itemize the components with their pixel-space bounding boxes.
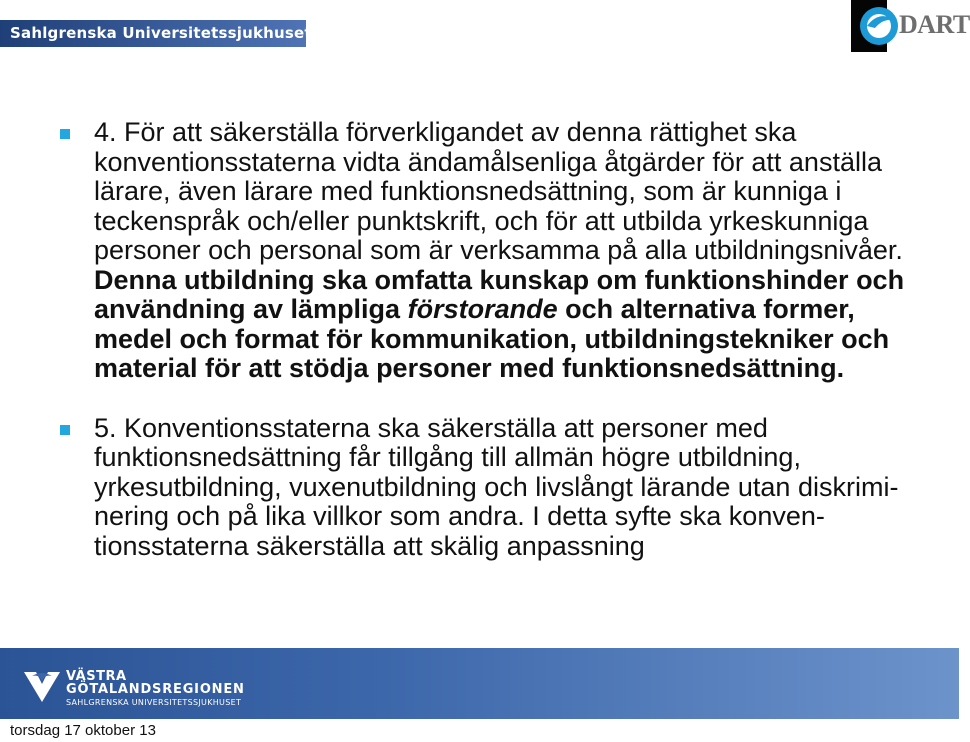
slide-date: torsdag 17 oktober 13 — [10, 722, 156, 739]
logo-text: DART — [899, 10, 970, 39]
bullet-item-4 — [60, 118, 920, 384]
para2-text: 5. Konventionsstaterna ska säkerställa att personer med funktionsnedsättning får tillgång till allmän högre utbildning, yrkesutbildning, vuxenutbildning och livslångt lärande utan diskrimi-nering och på lika villkor som andra. I detta syfte ska konven-tionsstaterna säkerställa att skälig anpassning — [94, 412, 899, 561]
footer-line2: GÖTALANDSREGIONEN — [66, 682, 245, 697]
para1-italic: förstorande — [407, 294, 558, 324]
slide-content — [60, 118, 920, 561]
para1-bold-a: Denna utbildning ska omfatta kunskap om funktionshinder och användning av lämpliga — [94, 264, 905, 324]
footer-bar — [0, 648, 959, 719]
square-bullet-icon — [60, 129, 70, 139]
para1-bold-text — [94, 265, 904, 384]
para1-bold-b: och alternativa former, medel och format för kommunikation, utbildningstekniker och material för att stödja personer med funktionsnedsättning. — [94, 294, 890, 383]
region-logo-text — [66, 670, 245, 709]
region-logo-icon — [22, 668, 62, 704]
para1-text: 4. För att säkerställa förverkligandet av denna rättighet ska konventionsstaterna vidta ändamålsenliga åtgärder för att anställa lärare, även lärare med funktionsnedsättning, som är kunniga i teckenspråk och/eller punktskrift, och för att utbilda yrkeskunniga personer och personal som är verksamma på alla utbildningsnivåer. — [94, 117, 903, 265]
footer-line3: SAHLGRENSKA UNIVERSITETSSJUKHUSET — [66, 698, 242, 707]
header-title: Sahlgrenska Universitetssjukhuset — [10, 24, 312, 42]
dart-logo — [851, 0, 970, 52]
footer-line1: VÄSTRA — [66, 669, 127, 684]
bullet-item-5 — [60, 414, 920, 562]
header-bar — [0, 20, 312, 47]
square-bullet-icon — [60, 425, 70, 435]
